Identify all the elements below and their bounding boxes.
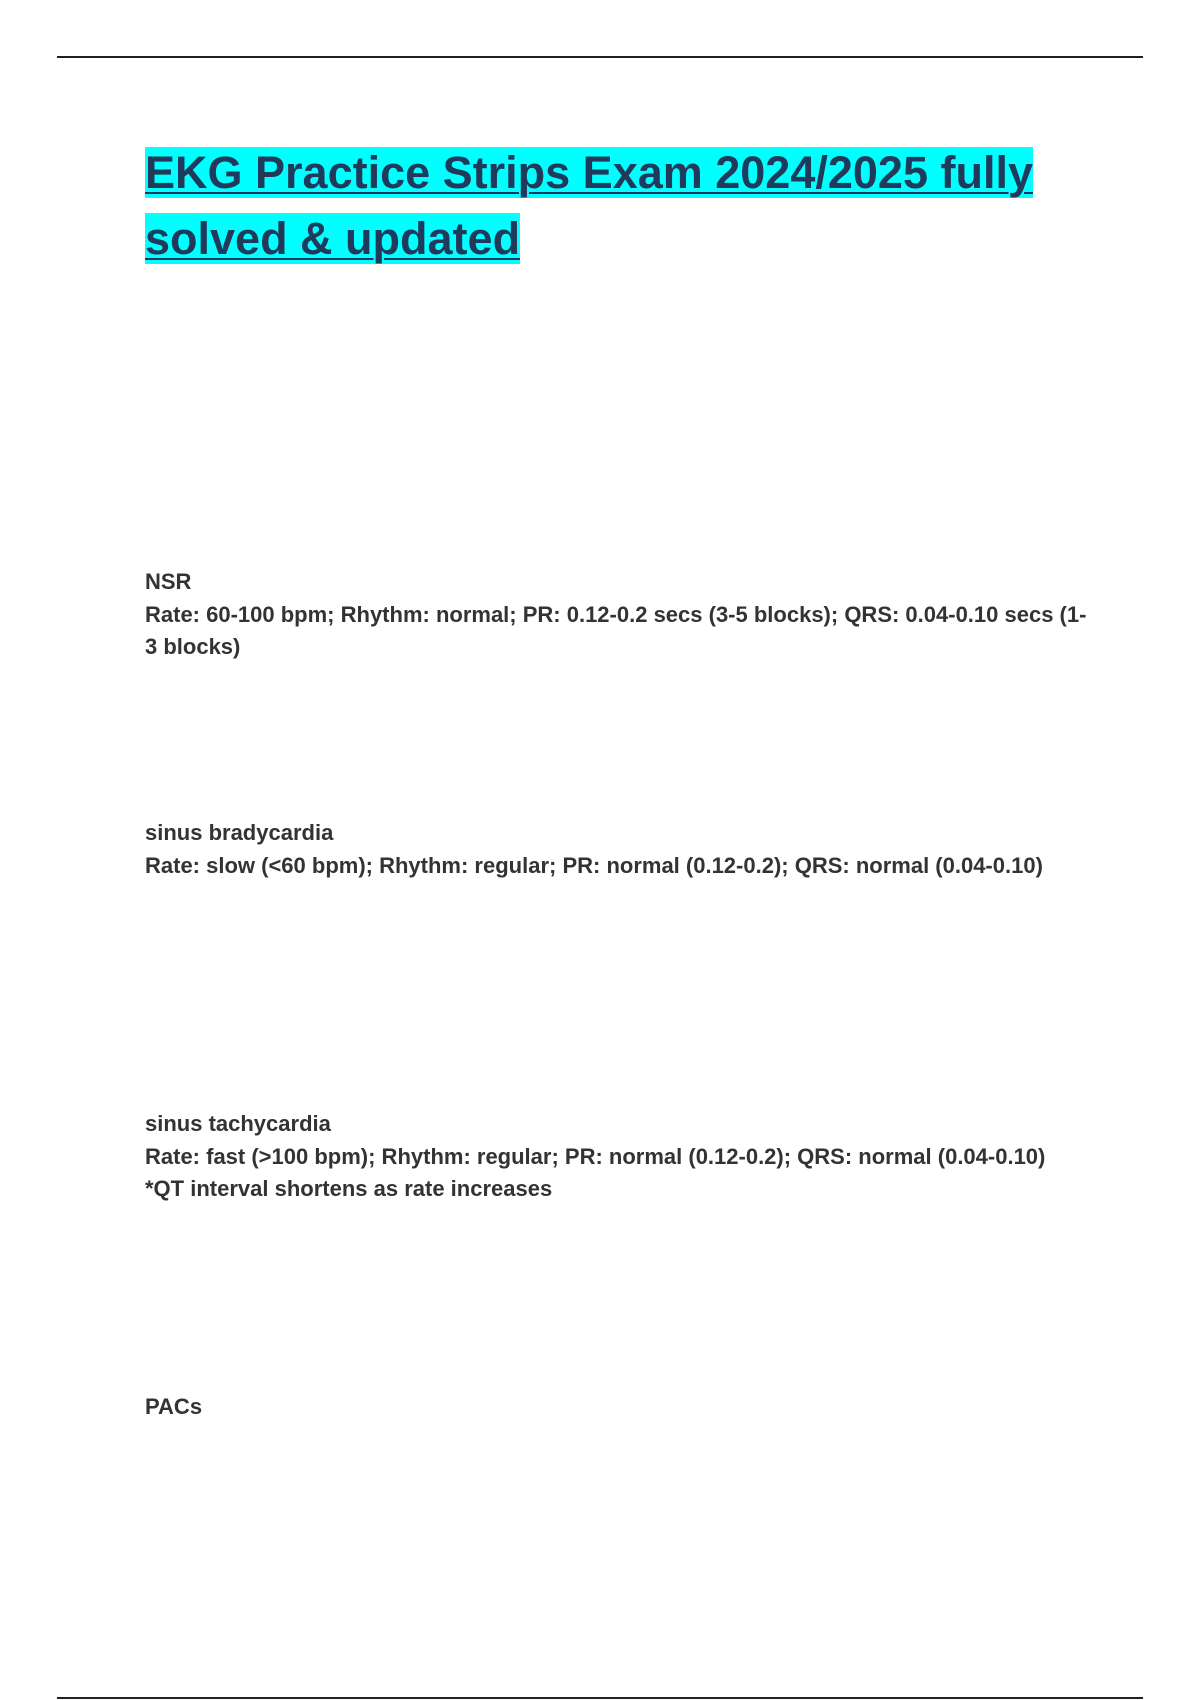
entry-heading: PACs (145, 1394, 203, 1419)
entry-heading: NSR (145, 569, 192, 594)
entry-nsr (145, 566, 1095, 664)
entry-heading: sinus bradycardia (145, 820, 334, 845)
document-title (145, 140, 1105, 272)
entry-sinus-bradycardia (145, 817, 1095, 882)
entry-note: *QT interval shortens as rate increases (145, 1176, 553, 1201)
footer-rule (57, 1697, 1143, 1699)
document-title-text: EKG Practice Strips Exam 2024/2025 fully solved & updated (145, 147, 1033, 264)
entry-pacs (145, 1391, 1095, 1424)
header-rule (57, 56, 1143, 58)
entry-description: Rate: 60-100 bpm; Rhythm: normal; PR: 0.12-0.2 secs (3-5 blocks); QRS: 0.04-0.10 secs (1-3 blocks) (145, 601, 1087, 659)
entry-description: Rate: fast (>100 bpm); Rhythm: regular; PR: normal (0.12-0.2); QRS: normal (0.04-0.10) (145, 1143, 1046, 1169)
entry-sinus-tachycardia (145, 1108, 1095, 1206)
entry-description: Rate: slow (<60 bpm); Rhythm: regular; PR: normal (0.12-0.2); QRS: normal (0.04-0.10) (145, 852, 1043, 878)
entry-heading: sinus tachycardia (145, 1111, 331, 1136)
